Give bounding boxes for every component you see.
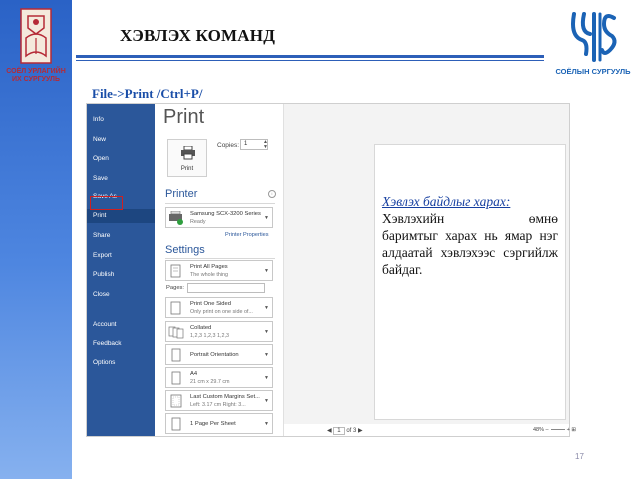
backstage-sidebar — [87, 104, 155, 436]
chevron-down-icon: ▼ — [264, 215, 269, 221]
right-logo-caption: СОЁЛЫН СУРГУУЛЬ — [555, 67, 631, 76]
backstage-item-share[interactable]: Share — [93, 232, 111, 239]
callout-heading: Хэвлэх байдлыг харах: — [382, 194, 511, 209]
backstage-item-close[interactable]: Close — [93, 291, 110, 298]
spinner-down-icon[interactable]: ▼ — [263, 143, 268, 150]
margins-label: Last Custom Margins Set... — [190, 394, 260, 400]
chevron-down-icon: ▼ — [264, 329, 269, 335]
settings-section-heading: Settings — [165, 244, 205, 256]
printer-icon — [180, 146, 196, 160]
zoom-to-page-icon[interactable]: ⊞ — [571, 427, 576, 433]
backstage-item-export[interactable]: Export — [93, 252, 112, 259]
chevron-down-icon: ▼ — [264, 268, 269, 274]
print-button[interactable] — [167, 139, 207, 177]
menu-path: File->Print /Ctrl+P/ — [92, 86, 203, 101]
zoom-slider[interactable] — [551, 429, 565, 430]
backstage-item-info[interactable]: Info — [93, 116, 104, 123]
margins-icon — [168, 394, 184, 408]
backstage-item-options[interactable]: Options — [93, 359, 116, 366]
backstage-item-save[interactable]: Save — [93, 175, 108, 182]
university-emblem-icon — [20, 8, 52, 64]
backstage-item-account[interactable]: Account — [93, 321, 117, 328]
margins-select[interactable] — [165, 390, 273, 411]
school-logo — [555, 10, 631, 80]
slide-page-number: 17 — [575, 452, 584, 461]
print-range-desc: The whole thing — [190, 272, 229, 278]
print-range-select[interactable] — [165, 260, 273, 281]
portrait-icon — [168, 348, 184, 362]
collation-label: Collated — [190, 325, 212, 331]
callout-word2: өмнө — [528, 211, 558, 226]
paper-size-label: A4 — [190, 371, 198, 377]
school-logo-mark-icon — [568, 10, 618, 65]
chevron-down-icon: ▼ — [264, 352, 269, 358]
print-range-label: Print All Pages — [190, 264, 228, 270]
zoom-in-icon[interactable]: + — [566, 427, 570, 433]
print-highlight-box — [90, 196, 123, 210]
printer-section-rule — [165, 203, 275, 204]
print-button-label: Print — [180, 166, 194, 172]
pages-input[interactable] — [187, 283, 265, 293]
left-logo-line1: СОЁЛ УРЛАГИЙН — [6, 68, 66, 75]
callout-body: баримтыг харах нь ямар нэг алдаатай хэвлэхээс сэргийлж байдаг. — [382, 228, 558, 277]
preview-page[interactable] — [374, 144, 566, 420]
callout-word1: Хэвлэхийн — [382, 211, 445, 226]
printer-status: Ready — [190, 219, 206, 225]
callout-text — [382, 193, 558, 278]
collation-select[interactable] — [165, 321, 273, 342]
printer-select[interactable] — [165, 207, 273, 228]
printer-device-icon — [168, 211, 184, 225]
backstage-item-new[interactable]: New — [93, 136, 107, 143]
current-page-input[interactable]: 1 — [333, 427, 344, 435]
zoom-level: 48% — [533, 427, 545, 433]
collation-desc: 1,2,3 1,2,3 1,2,3 — [190, 333, 229, 339]
university-logo — [6, 8, 66, 98]
orientation-select[interactable] — [165, 344, 273, 365]
printer-section-heading: Printer — [165, 188, 198, 200]
paper-size-select[interactable] — [165, 367, 273, 388]
one-sided-icon — [168, 301, 184, 315]
pages-per-sheet-label: 1 Page Per Sheet — [190, 421, 236, 427]
next-page-icon[interactable]: ▶ — [358, 428, 363, 434]
zoom-control — [533, 427, 576, 433]
pages-label: Pages: — [166, 285, 185, 291]
orientation-label: Portrait Orientation — [190, 352, 239, 358]
page-count: of 3 — [346, 428, 357, 434]
printer-properties-link[interactable]: Printer Properties — [225, 232, 269, 238]
paper-icon — [168, 371, 184, 385]
copies-input[interactable]: 1 — [240, 139, 268, 150]
collated-icon — [168, 325, 184, 339]
left-logo-line2: ИХ СУРГУУЛЬ — [12, 76, 60, 83]
settings-section-rule — [165, 258, 275, 259]
sides-label: Print One Sided — [190, 301, 231, 307]
copies-spinner[interactable] — [263, 140, 268, 149]
title-rule — [76, 55, 544, 58]
backstage-item-feedback[interactable]: Feedback — [93, 340, 122, 347]
backstage-item-publish[interactable]: Publish — [93, 271, 115, 278]
backstage-item-print[interactable]: Print — [87, 209, 155, 223]
prev-page-icon[interactable]: ◀ — [327, 428, 332, 434]
sheet-icon — [168, 417, 184, 431]
chevron-down-icon: ▼ — [264, 305, 269, 311]
callout-first-line — [382, 210, 558, 227]
chevron-down-icon: ▼ — [264, 398, 269, 404]
zoom-out-icon[interactable]: – — [545, 427, 549, 433]
pages-per-sheet-select[interactable] — [165, 413, 273, 434]
info-icon[interactable]: i — [268, 190, 276, 198]
backstage-item-open[interactable]: Open — [93, 155, 109, 162]
pages-icon — [168, 264, 184, 278]
sides-desc: Only print on one side of... — [190, 309, 253, 315]
print-heading: Print — [163, 106, 205, 128]
printer-name: Samsung SCX-3200 Series — [190, 211, 261, 217]
slide-title: ХЭВЛЭХ КОМАНД — [120, 26, 276, 45]
paper-size-desc: 21 cm x 29.7 cm — [190, 379, 230, 385]
chevron-down-icon: ▼ — [264, 421, 269, 427]
spinner-up-icon[interactable]: ▲ — [263, 139, 268, 145]
title-rule-thin — [76, 60, 544, 61]
sides-select[interactable] — [165, 297, 273, 318]
margins-desc: Left: 3.17 cm Right: 3... — [190, 402, 246, 408]
page-navigator — [327, 427, 363, 435]
copies-label: Copies: — [217, 142, 240, 149]
backstage-item-save-as[interactable]: Save As — [93, 193, 117, 200]
chevron-down-icon: ▼ — [264, 375, 269, 381]
